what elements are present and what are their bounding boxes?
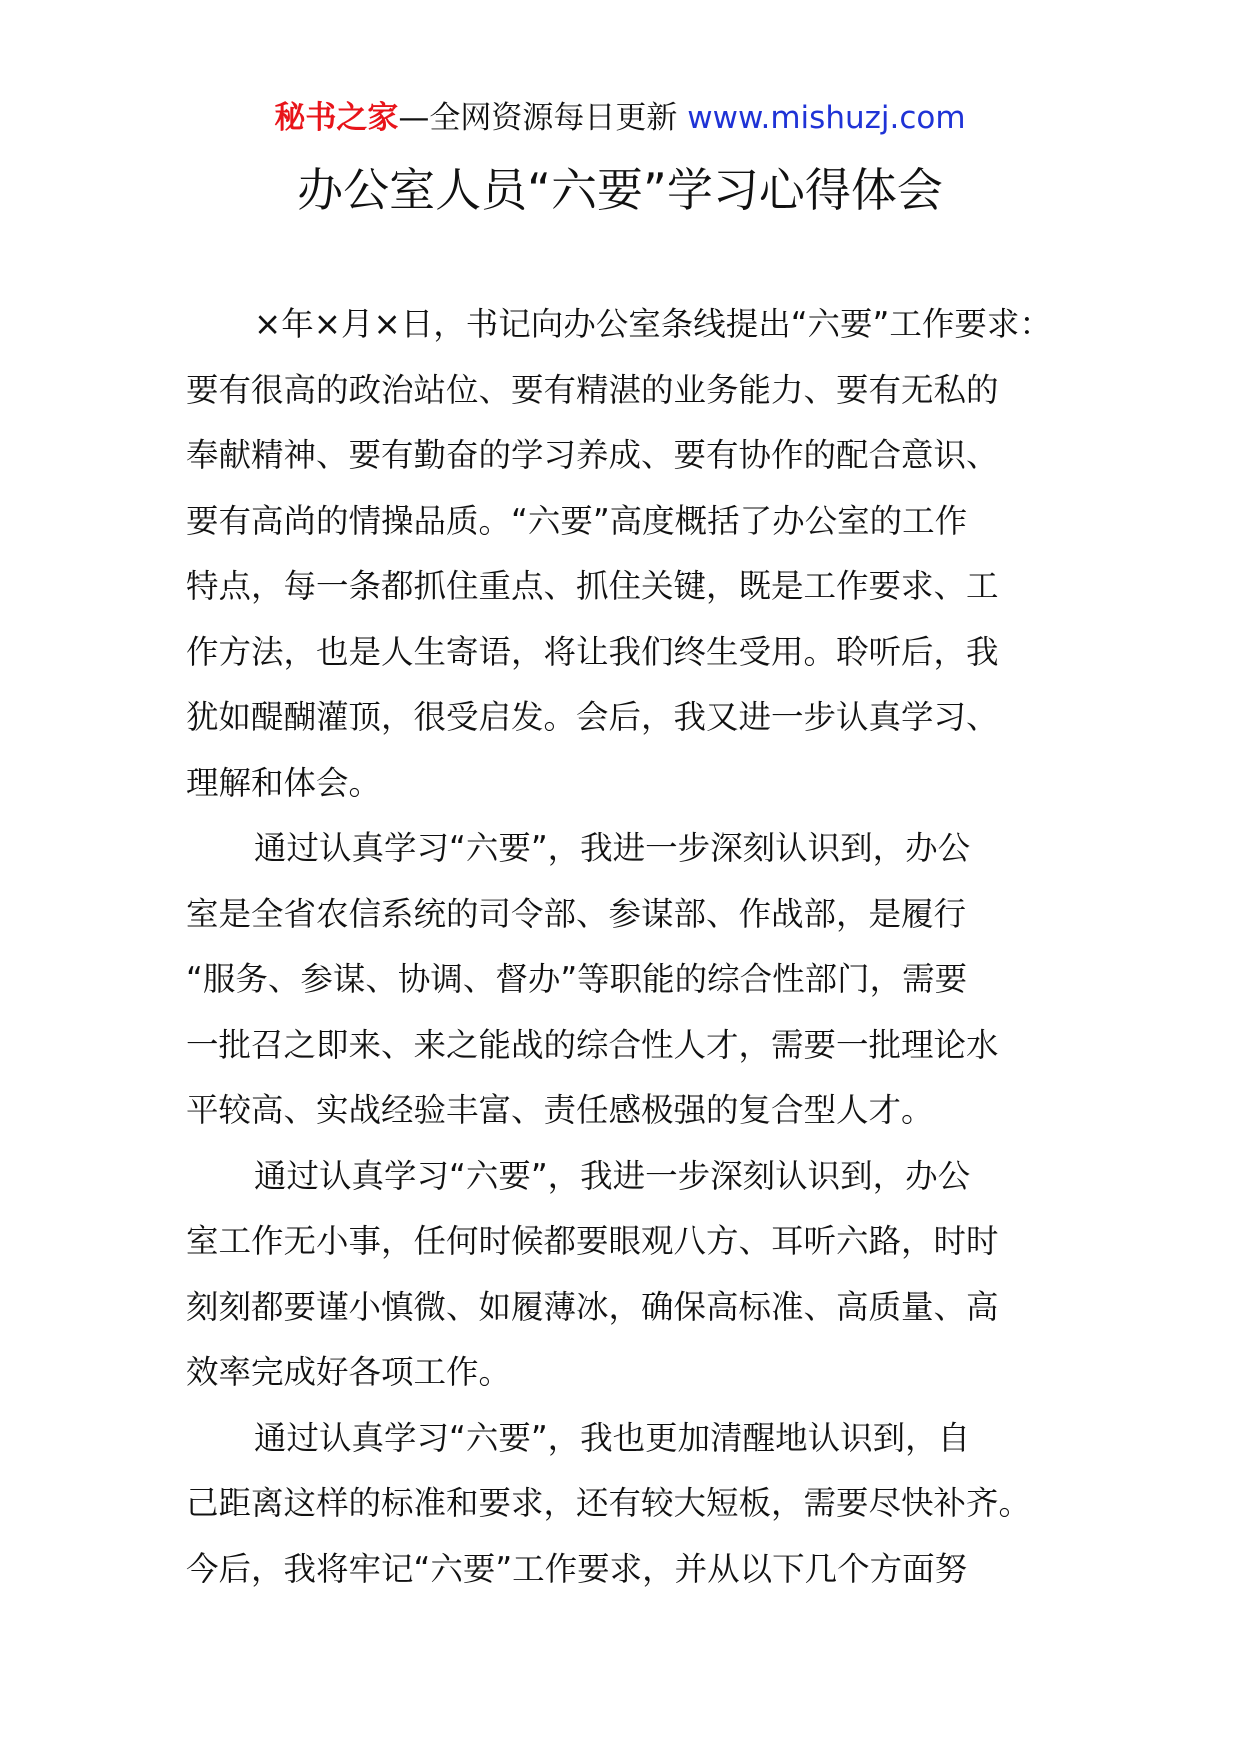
brand-name: 秘书之家 <box>274 100 399 136</box>
text-line: 一批召之即来、来之能战的综合性人才，需要一批理论水 <box>186 1025 999 1064</box>
text-line: 今后，我将牢记“六要”工作要求，并从以下几个方面努 <box>186 1549 968 1588</box>
text-line: 己距离这样的标准和要求，还有较大短板，需要尽快补齐。 <box>186 1484 1032 1522</box>
paragraph-3 <box>186 1144 1066 1406</box>
text-line: 犹如醍醐灌顶，很受启发。会后，我又进一步认真学习、 <box>186 698 999 736</box>
text-line: 效率完成好各项工作。 <box>186 1353 512 1391</box>
text-line: 作方法，也是人生寄语，将让我们终生受用。聆听后，我 <box>186 632 999 671</box>
header-url-link[interactable]: www.mishuzj.com <box>687 100 966 136</box>
text-line: 通过认真学习“六要”，我也更加清醒地认识到，自 <box>254 1418 971 1457</box>
text-line: 通过认真学习“六要”，我进一步深刻认识到，办公 <box>254 1156 971 1195</box>
text-line: “服务、参谋、协调、督办”等职能的综合性部门，需要 <box>186 960 968 998</box>
text-line: 特点，每一条都抓住重点、抓住关键，既是工作要求、工 <box>186 567 999 605</box>
text-line: 奉献精神、要有勤奋的学习养成、要有协作的配合意识、 <box>186 436 999 474</box>
text-line: 要有高尚的情操品质。“六要”高度概括了办公室的工作 <box>186 501 968 540</box>
text-line: 室是全省农信系统的司令部、参谋部、作战部，是履行 <box>186 894 967 933</box>
text-line: 通过认真学习“六要”，我进一步深刻认识到，办公 <box>254 829 971 867</box>
header-tagline: —全网资源每日更新 <box>398 100 678 136</box>
text-line: 平较高、实战经验丰富、责任感极强的复合型人才。 <box>186 1091 934 1129</box>
text-line: 理解和体会。 <box>186 763 382 802</box>
paragraph-2 <box>186 816 1066 1144</box>
text-line: 刻刻都要谨小慎微、如履薄冰，确保高标准、高质量、高 <box>186 1287 999 1326</box>
text-line: ×年×月×日，书记向办公室条线提出“六要”工作要求： <box>254 305 1052 343</box>
page-header <box>0 98 1240 138</box>
document-body <box>186 292 1066 1602</box>
text-line: 要有很高的政治站位、要有精湛的业务能力、要有无私的 <box>186 370 999 409</box>
paragraph-4 <box>186 1406 1066 1603</box>
document-title: 办公室人员“六要”学习心得体会 <box>297 163 943 217</box>
paragraph-1 <box>186 292 1066 816</box>
text-line: 室工作无小事，任何时候都要眼观八方、耳听六路，时时 <box>186 1222 999 1260</box>
